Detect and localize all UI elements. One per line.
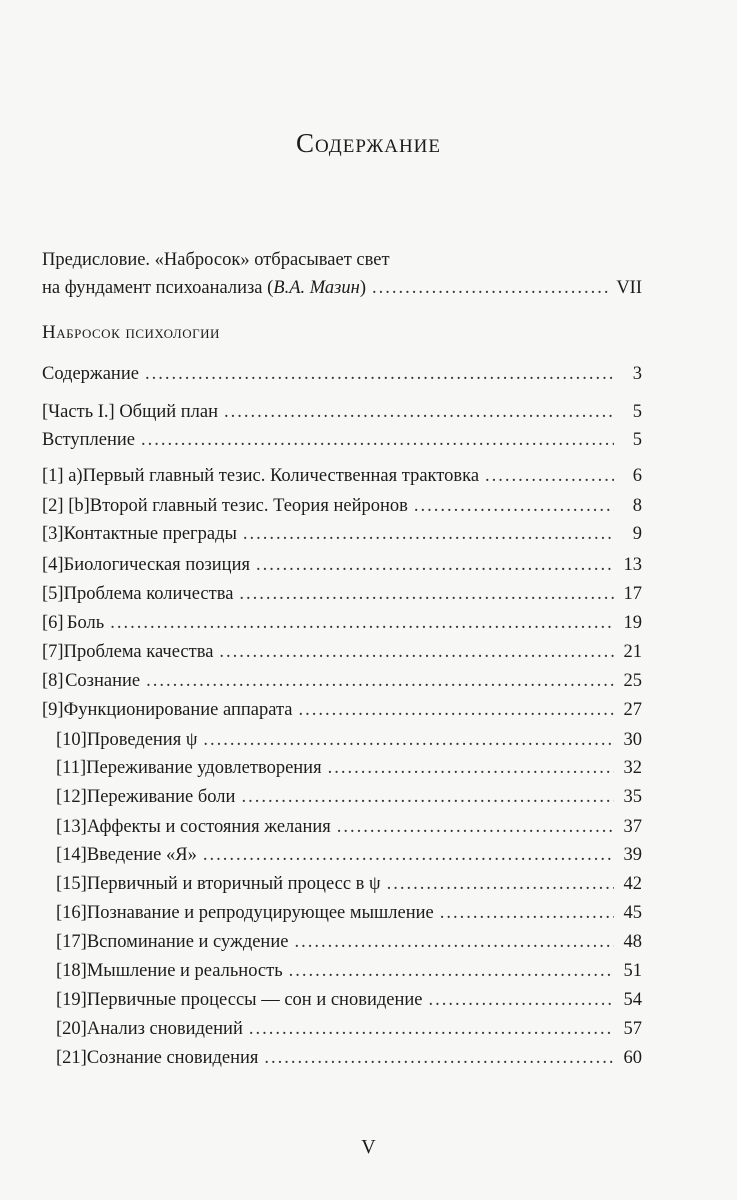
toc-entry-label: Введение «Я» [86, 845, 197, 865]
toc-entry[interactable] [42, 1019, 642, 1047]
leader-dots [239, 584, 614, 605]
toc-entry[interactable] [42, 613, 642, 641]
leader-dots [485, 466, 614, 487]
toc-entry-label: [Часть I.] Общий план [42, 402, 219, 422]
leader-dots [328, 758, 614, 779]
toc-entry[interactable] [42, 874, 642, 902]
toc-entry-page: 45 [623, 903, 642, 923]
toc-entry-page: 42 [623, 874, 642, 894]
toc-entry[interactable] [42, 524, 642, 552]
leader-dots [203, 730, 614, 751]
toc-entry-page: 21 [623, 642, 642, 662]
leader-dots [145, 364, 614, 385]
toc-entry[interactable] [42, 496, 642, 524]
leader-dots [337, 817, 614, 838]
toc-entry-number: [21] [56, 1048, 87, 1068]
toc-entry-number: [12] [56, 787, 87, 807]
toc-entry-label: Сознание [65, 671, 141, 691]
toc-entry[interactable] [42, 990, 642, 1018]
toc-entry-page: 8 [632, 496, 642, 516]
toc-entry[interactable] [42, 642, 642, 670]
toc-entry-label: Содержание [42, 364, 139, 384]
toc-entry-page: 5 [632, 430, 642, 450]
toc-entry-number: [7] [42, 642, 64, 662]
toc-entry-number: [17] [56, 932, 87, 952]
toc-entry-label: Сознание сновидения [86, 1048, 259, 1068]
toc-entry-page: 48 [623, 932, 642, 952]
toc-entry-number: [3] [42, 524, 64, 544]
preface-page: VII [616, 278, 642, 298]
toc-entry-page: 35 [623, 787, 642, 807]
toc-entry-page: 13 [623, 555, 642, 575]
toc-entry-number: [9] [42, 700, 64, 720]
toc-entry-number: [15] [56, 874, 87, 894]
leader-dots [387, 874, 614, 895]
leader-dots [241, 787, 614, 808]
preface-line-2 [42, 278, 642, 306]
toc-entry-number: [6] [42, 613, 64, 633]
toc-entry-number: [20] [56, 1019, 87, 1039]
toc-entry-number: [8] [42, 671, 64, 691]
toc-entry[interactable] [42, 364, 642, 392]
toc-entry[interactable] [42, 730, 642, 758]
toc-entry-label: Переживание боли [86, 787, 236, 807]
toc-entry-page: 25 [623, 671, 642, 691]
toc-entry-page: 57 [623, 1019, 642, 1039]
leader-dots [224, 402, 614, 423]
leader-dots [243, 524, 614, 545]
toc-entry-label: Первый главный тезис. Количественная трактовка [82, 466, 480, 486]
leader-dots [256, 555, 614, 576]
toc-entry[interactable] [42, 700, 642, 728]
toc-entry-label: Проблема количества [63, 584, 234, 604]
toc-entry-page: 30 [623, 730, 642, 750]
toc-entry-number: [16] [56, 903, 87, 923]
toc-entry-label: Познавание и репродуцирующее мышление [86, 903, 434, 923]
toc-entry[interactable] [42, 961, 642, 989]
leader-dots [299, 700, 614, 721]
toc-entry-page: 39 [623, 845, 642, 865]
toc-entry[interactable] [42, 817, 642, 845]
toc-entry-number: [4] [42, 555, 64, 575]
toc-entry-label: Переживание удовлетворения [86, 758, 322, 778]
toc-entry-number: [11] [56, 758, 87, 778]
toc-entry[interactable] [42, 845, 642, 873]
leader-dots [219, 642, 614, 663]
toc-entry-page: 3 [632, 364, 642, 384]
toc-entry-page: 19 [623, 613, 642, 633]
toc-entry[interactable] [42, 787, 642, 815]
toc-entry-label: Проблема качества [63, 642, 214, 662]
leader-dots [146, 671, 614, 692]
toc-entry-label: Первичный и вторичный процесс в ψ [86, 874, 381, 894]
toc-entry-label: Биологическая позиция [63, 555, 250, 575]
page-number: V [361, 1136, 376, 1158]
toc-entry-page: 17 [623, 584, 642, 604]
preface-line-2-text: на фундамент психоанализа (В.А. Мазин) [42, 278, 366, 298]
toc-entry-number: [19] [56, 990, 87, 1010]
toc-entry-number: [13] [56, 817, 87, 837]
toc-entry-label: Боль [66, 613, 105, 633]
toc-entry[interactable] [42, 402, 642, 430]
toc-entry[interactable] [42, 584, 642, 612]
leader-dots [289, 961, 614, 982]
toc-entry[interactable] [42, 903, 642, 931]
toc-entry[interactable] [42, 671, 642, 699]
leader-dots [249, 1019, 614, 1040]
section-title: Набросок психологии [42, 322, 220, 343]
toc-entry[interactable] [42, 555, 642, 583]
toc-entry-label: Второй главный тезис. Теория нейронов [89, 496, 408, 516]
toc-entry-page: 5 [632, 402, 642, 422]
leader-dots [264, 1048, 614, 1069]
toc-entry-page: 37 [623, 817, 642, 837]
leader-dots [414, 496, 614, 517]
toc-entry-page: 32 [623, 758, 642, 778]
leader-dots [294, 932, 614, 953]
toc-entry-label: Мышление и реальность [86, 961, 283, 981]
toc-entry-page: 27 [623, 700, 642, 720]
toc-entry-page: 6 [632, 466, 642, 486]
leader-dots [428, 990, 614, 1011]
toc-entry-number: [18] [56, 961, 87, 981]
toc-entry-label: Вступление [42, 430, 135, 450]
toc-entry[interactable] [42, 430, 642, 458]
toc-entry-label: Анализ сновидений [86, 1019, 243, 1039]
toc-entry-number: [1] a) [42, 466, 83, 486]
toc-entry-page: 54 [623, 990, 642, 1010]
toc-entry-label: Первичные процессы — сон и сновидение [86, 990, 423, 1010]
toc-entry-number: [5] [42, 584, 64, 604]
toc-entry-label: Проведения ψ [86, 730, 198, 750]
toc-entry-label: Функционирование аппарата [63, 700, 293, 720]
leader-dots [110, 613, 614, 634]
leader-dots [440, 903, 614, 924]
preface-author: В.А. Мазин [273, 278, 360, 298]
toc-entry-page: 9 [632, 524, 642, 544]
toc-entry-label: Вспоминание и суждение [86, 932, 289, 952]
toc-entry-number: [14] [56, 845, 87, 865]
toc-entry[interactable] [42, 932, 642, 960]
toc-entry[interactable] [42, 758, 642, 786]
toc-entry[interactable] [42, 1048, 642, 1076]
leader-dots [141, 430, 614, 451]
toc-entry-page: 60 [623, 1048, 642, 1068]
toc-entry-label: Контактные преграды [63, 524, 237, 544]
leader-dots [203, 845, 614, 866]
page-title: Содержание [295, 128, 442, 158]
toc-entry[interactable] [42, 466, 642, 494]
toc-entry-number: [10] [56, 730, 87, 750]
toc-entry-label: Аффекты и состояния желания [86, 817, 331, 837]
toc-entry-number: [2] [b] [42, 496, 90, 516]
toc-entry-page: 51 [623, 961, 642, 981]
preface-line-1: Предисловие. «Набросок» отбрасывает свет [42, 250, 390, 270]
leader-dots [372, 278, 610, 299]
